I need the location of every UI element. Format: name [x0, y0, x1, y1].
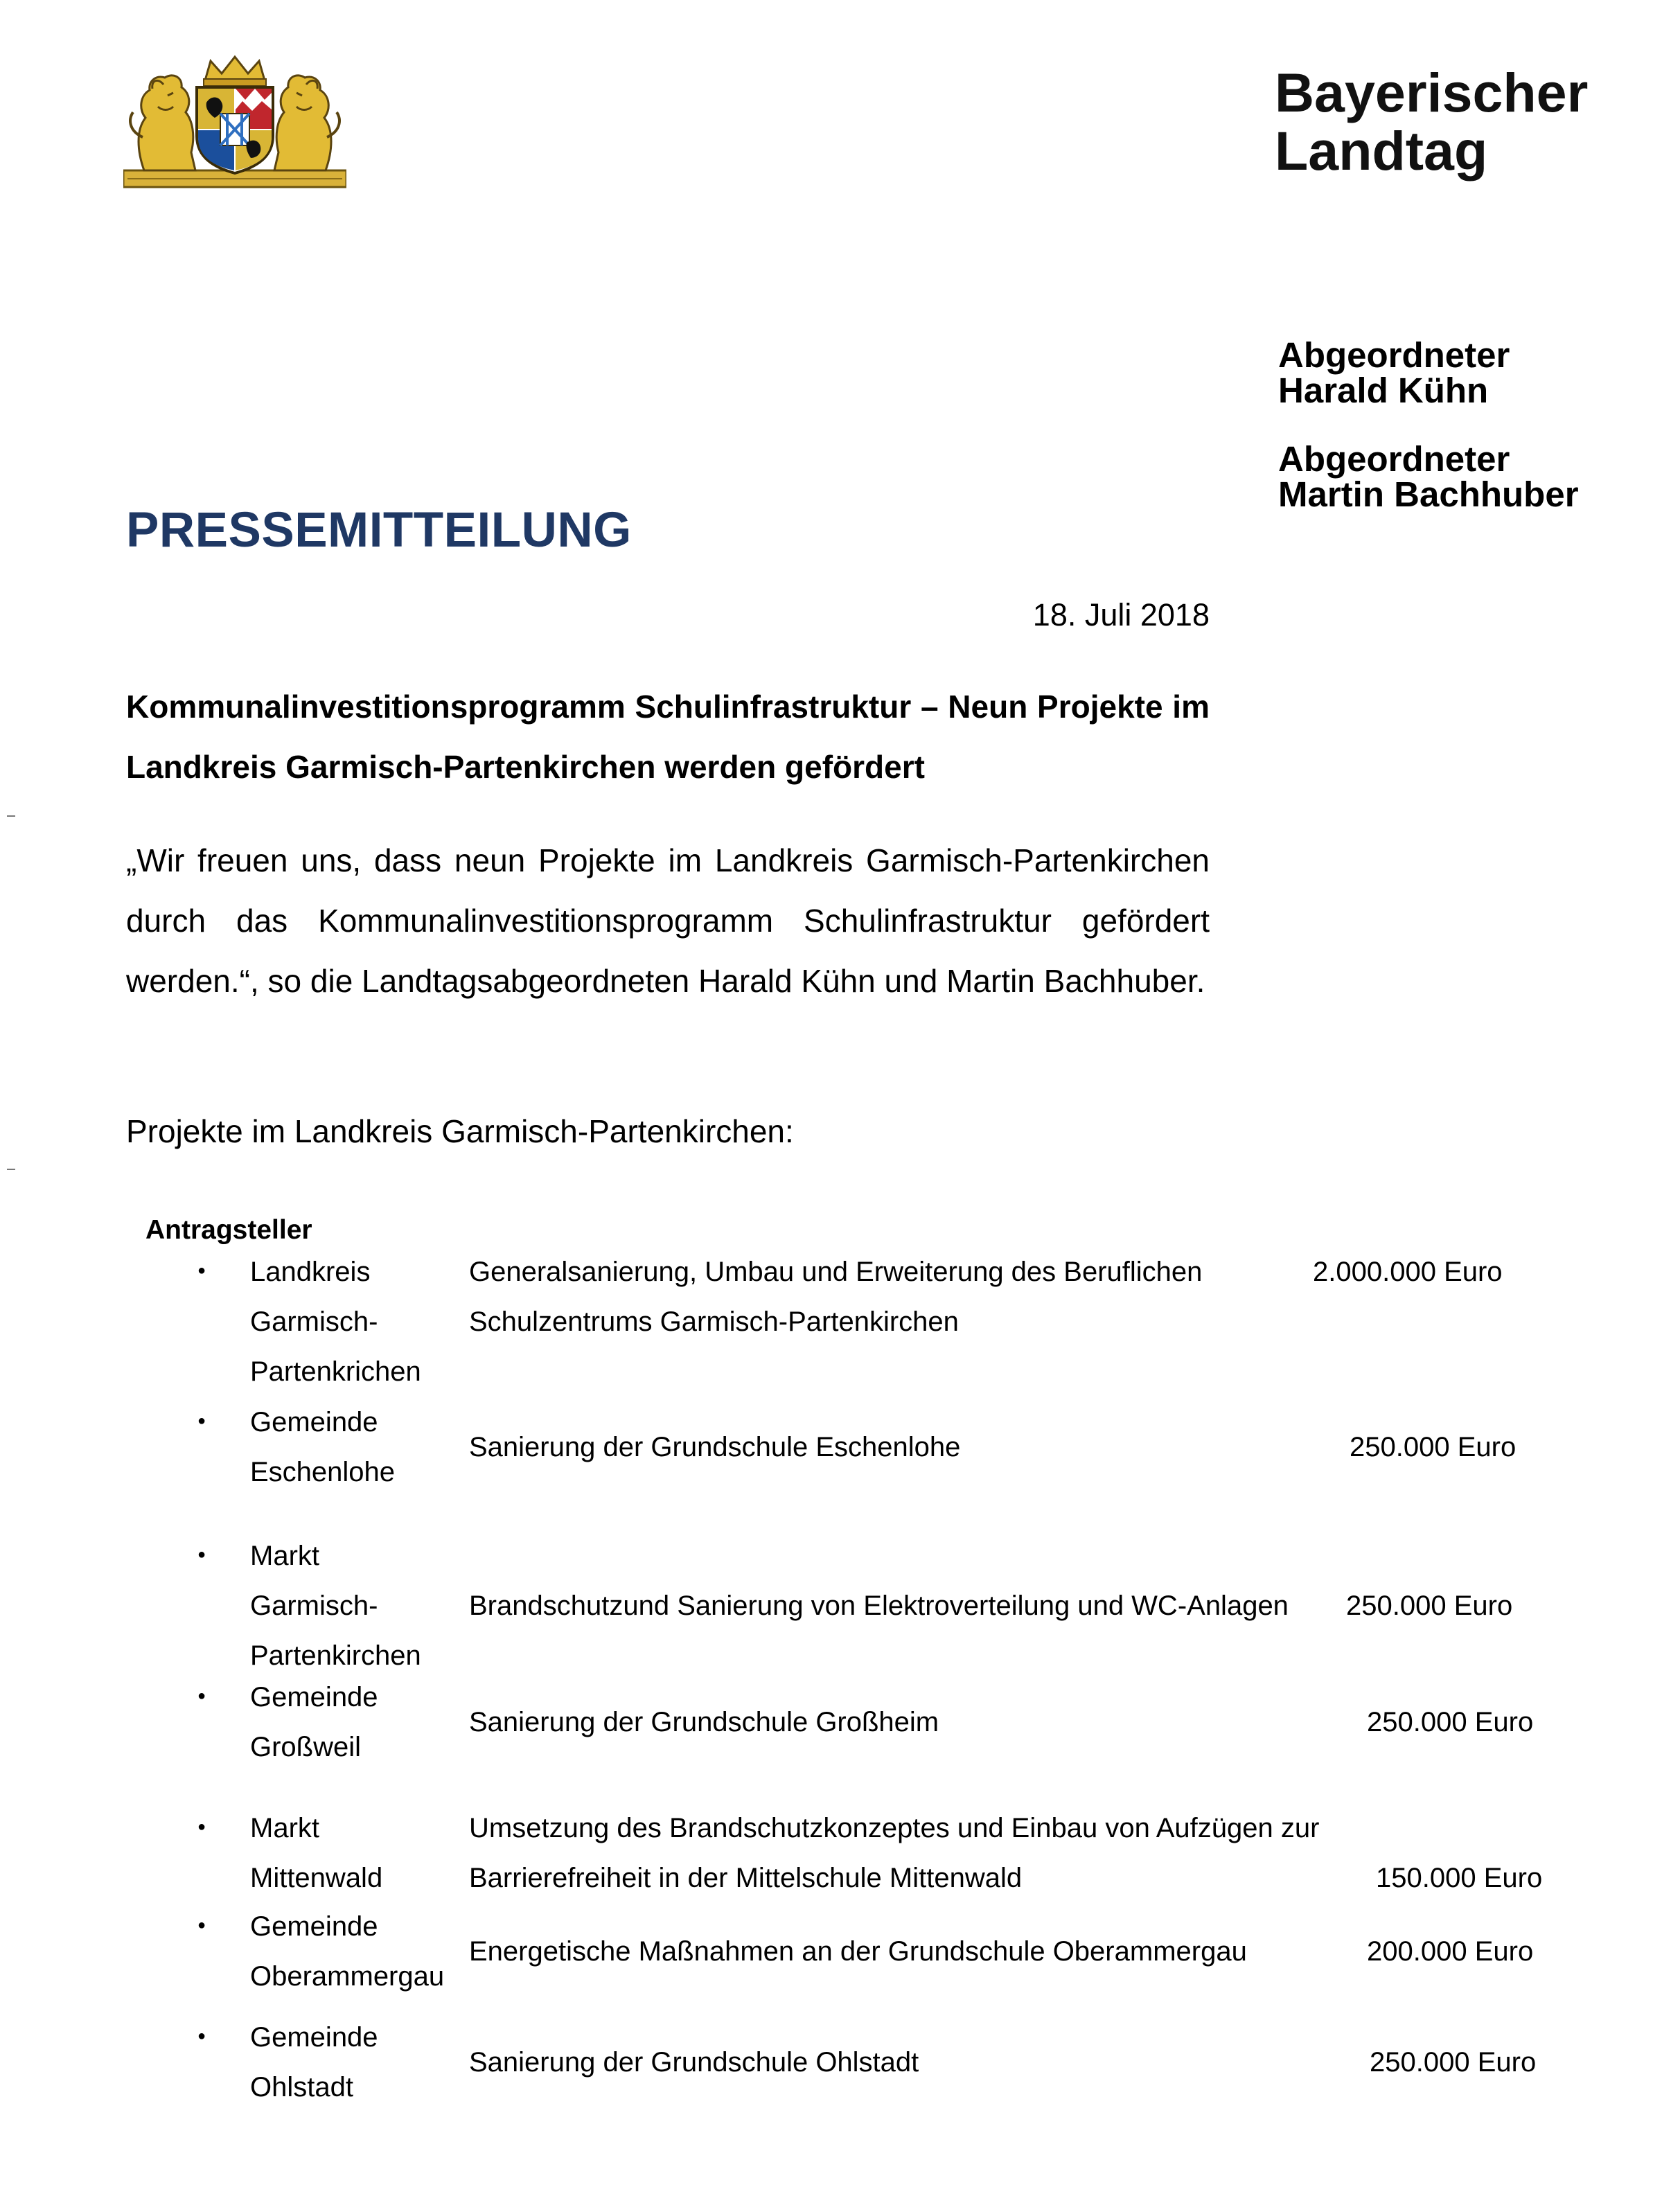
member-block-bachhuber [1278, 441, 1579, 512]
member-name: Martin Bachhuber [1278, 475, 1579, 514]
applicant-line: Partenkrichen [250, 1356, 421, 1387]
applicant-line: Gemeinde [250, 2022, 378, 2053]
amount-cell: 250.000 Euro [1370, 2047, 1537, 2078]
measure-cell: Energetische Maßnahmen an der Grundschule Oberammergau [469, 1936, 1247, 1967]
applicant-line: Ohlstadt [250, 2072, 353, 2102]
applicant-line: Gemeinde [250, 1407, 378, 1437]
org-name-line2: Landtag [1275, 120, 1488, 181]
applicant-line: Markt [250, 1541, 319, 1571]
measure-cell: Brandschutzund Sanierung von Elektroverteilung und WC-Anlagen [469, 1591, 1289, 1621]
margin-mark [7, 1169, 15, 1187]
bullet-icon: ● [197, 1547, 206, 1562]
amount-cell: 150.000 Euro [1376, 1863, 1543, 1893]
applicant-cell [250, 1902, 458, 2001]
applicant-line: Mittenwald [250, 1863, 383, 1893]
measure-cell: Generalsanierung, Umbau und Erweiterung des Beruflichen Schulzentrums Garmisch-Partenkirchen [469, 1257, 1203, 1337]
applicant-cell [250, 1803, 458, 1903]
org-name-line1: Bayerischer [1275, 62, 1589, 123]
bullet-icon: ● [197, 1413, 206, 1428]
applicant-cell [250, 2012, 458, 2112]
page-title: PRESSEMITTEILUNG [126, 503, 632, 558]
measure-cell: Sanierung der Grundschule Ohlstadt [469, 2047, 919, 2078]
measure-cell: Sanierung der Grundschule Großheim [469, 1707, 939, 1737]
applicant-line: Gemeinde [250, 1911, 378, 1942]
amount-cell: 250.000 Euro [1350, 1432, 1517, 1462]
measure-cell: Sanierung der Grundschule Eschenlohe [469, 1432, 961, 1462]
press-date: 18. Juli 2018 [1032, 597, 1210, 632]
bullet-icon: ● [197, 2028, 206, 2044]
member-name: Harald Kühn [1278, 371, 1489, 410]
applicant-line: Gemeinde [250, 1682, 378, 1712]
amount-cell: 200.000 Euro [1367, 1936, 1534, 1967]
amount-cell: 250.000 Euro [1367, 1707, 1534, 1737]
column-header-applicant: Antragsteller [145, 1215, 312, 1245]
bullet-icon: ● [197, 1263, 206, 1278]
applicant-line: Garmisch- [250, 1307, 378, 1337]
applicant-cell [250, 1531, 458, 1681]
applicant-line: Partenkirchen [250, 1640, 421, 1671]
applicant-line: Oberammergau [250, 1961, 445, 1992]
applicant-line: Eschenlohe [250, 1457, 396, 1487]
org-name [1275, 64, 1588, 180]
member-role: Abgeordneter [1278, 439, 1510, 479]
amount-cell: 250.000 Euro [1346, 1591, 1513, 1621]
bullet-icon: ● [197, 1819, 206, 1834]
headline: Kommunalinvestitionsprogramm Schulinfrastruktur – Neun Projekte im Landkreis Garmisch-Partenkirchen werden gefördert [126, 689, 1210, 785]
applicant-cell [250, 1672, 458, 1772]
coat-of-arms-icon [123, 54, 346, 188]
applicant-line: Landkreis [250, 1257, 371, 1287]
applicant-line: Garmisch- [250, 1591, 378, 1621]
applicant-line: Großweil [250, 1732, 362, 1762]
applicant-line: Markt [250, 1813, 319, 1843]
margin-mark [7, 815, 15, 833]
applicant-cell [250, 1397, 458, 1497]
bullet-icon: ● [197, 1688, 206, 1703]
applicant-cell [250, 1247, 458, 1397]
projects-heading: Projekte im Landkreis Garmisch-Partenkirchen: [126, 1113, 794, 1149]
member-role: Abgeordneter [1278, 335, 1510, 375]
quote-paragraph: „Wir freuen uns, dass neun Projekte im Landkreis Garmisch-Partenkirchen durch das Kommunalinvestitionsprogramm Schulinfrastruktur gefördert werden.“, so die Landtagsabgeordneten Harald Kühn und Martin Bachhuber. [126, 842, 1210, 999]
measure-cell: Umsetzung des Brandschutzkonzeptes und Einbau von Aufzügen zur Barrierefreiheit in der Mittelschule Mittenwald [469, 1813, 1320, 1893]
bullet-icon: ● [197, 1918, 206, 1933]
amount-cell: 2.000.000 Euro [1313, 1257, 1503, 1287]
member-block-kuehn [1278, 337, 1510, 408]
